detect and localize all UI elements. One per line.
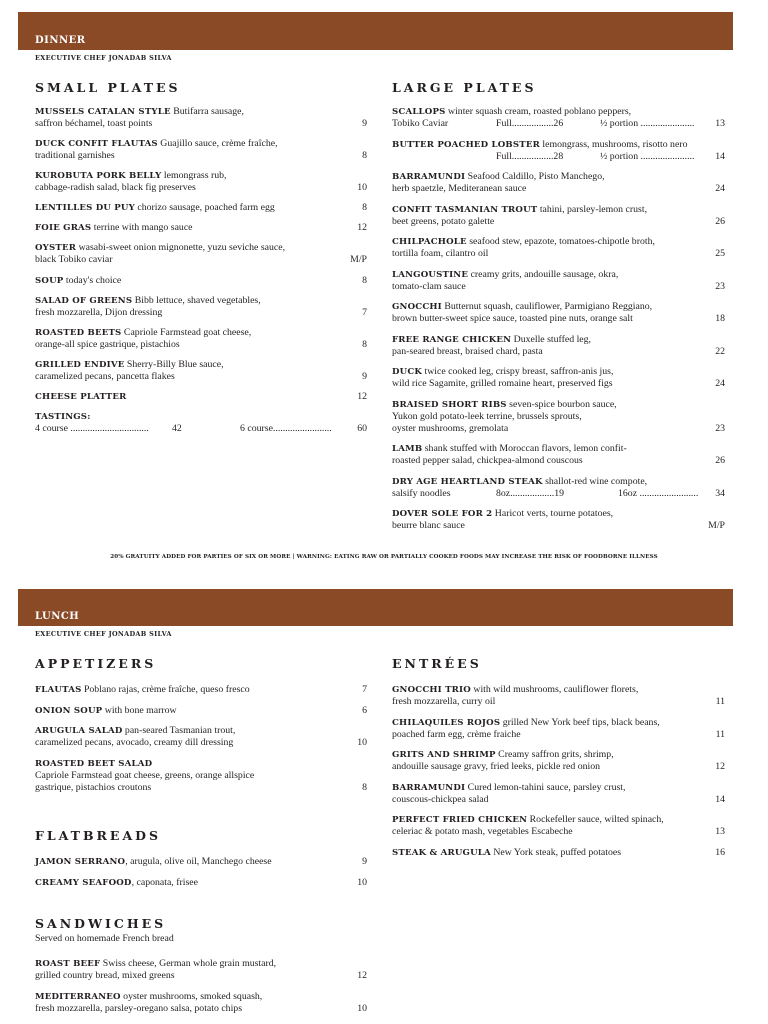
item-price: 11 [715,728,725,740]
item-line [392,847,725,859]
menu-item [35,170,367,194]
item-price: 7 [362,684,367,695]
item-description: Seafood Caldillo, Pisto Manchego, [465,171,605,182]
item-description: creamy grits, andouille sausage, okra, [468,268,619,280]
menu-item [392,106,725,130]
item-description: chorizo sausage, poached farm egg [134,202,275,214]
large-plates-title: LARGE PLATES [392,80,537,95]
item-price: 10 [357,737,367,748]
item-description: lemongrass rub, [161,170,227,182]
item-line [35,202,367,214]
item-name: KUROBUTA PORK BELLY [35,171,162,182]
menu-item [35,295,367,319]
item-line [392,236,725,248]
item-name: LAMB [392,444,423,454]
item-name: FREE RANGE CHICKEN [392,334,512,345]
item-description: pan-seared Tasmanian trout, [122,725,236,736]
steak-8oz: 8oz..................19 [496,487,565,499]
item-price: 10 [357,1003,367,1014]
flatbreads-list [35,856,367,898]
item-description: winter squash cream, roasted poblano peppers, [445,106,632,117]
lunch-chef: EXECUTIVE CHEF JONADAB SILVA [35,630,172,638]
item-name: GRITS AND SHRIMP [392,750,496,760]
item-name: CHILPACHOLE [392,237,467,247]
dinner-footnote: 20% GRATUITY ADDED FOR PARTIES OF SIX OR MORE | WARNING: EATING RAW OR PARTIALLY COOKED FOODS MAY INCREASE THE RISK OF FOODBORNE ILLNESS [110,554,658,560]
item-price: 23 [715,280,725,292]
portion-row [392,488,725,500]
item-description-line: beurre blanc sauce [392,520,465,531]
item-description-line: fresh mozzarella, Dijon dressing [35,306,163,318]
tastings-block [35,411,367,435]
item-line [392,508,725,520]
item-line [35,856,367,868]
item-name: MEDITERRANEO [35,992,121,1002]
tasting-4-price: 42 [172,423,182,435]
item-line [35,242,367,254]
menu-item [392,334,725,358]
item-description: Capriole Farmstead goat cheese, [121,326,252,338]
item-name: ROAST BEEF [35,959,101,969]
entrees-title: ENTRÉES [392,656,482,671]
item-description: Butifarra sausage, [170,106,244,117]
item-description: today's choice [63,274,122,286]
item-price: 8 [362,274,367,286]
item-line [35,138,367,150]
tasting-6-course: 6 course........................ [240,423,332,435]
menu-item [392,171,725,195]
item-price: 23 [715,422,725,434]
item-name: SALAD OF GREENS [35,295,133,306]
item-name: JAMON SERRANO [35,857,126,867]
steak-16oz-price: 34 [715,487,725,499]
item-line [35,275,367,287]
sandwiches-list [35,958,367,1024]
item-line [392,106,725,118]
item-description: Guajillo sauce, crème fraîche, [157,138,278,150]
item-description: wasabi-sweet onion mignonette, yuzu seviche sauce, [76,242,286,254]
menu-item [35,391,367,403]
appetizers-title: APPETIZERS [35,656,157,671]
item-line [392,269,725,281]
item-description-line: tomato-clam sauce [392,280,466,292]
item-description-line: wild rice Sagamite, grilled romaine heart, preserved figs [392,378,613,389]
item-description-line: Capriole Farmstead goat cheese, greens, orange allspice [35,769,255,781]
item-name: DUCK [392,367,423,377]
item-description-line: cabbage-radish salad, black fig preserves [35,182,196,194]
item-line [35,295,367,307]
menu-item [35,275,367,287]
menu-item [392,476,725,500]
portion-row [392,118,725,130]
item-description: Swiss cheese, German whole grain mustard, [100,958,277,969]
item-line [392,399,725,411]
item-price: 10 [357,182,367,194]
menu-item [35,202,367,214]
tasting-6-price: 60 [357,423,367,435]
item-description-line: gastrique, pistachios croutons [35,781,152,793]
item-name: MUSSELS CATALAN STYLE [35,107,171,117]
item-description: shank stuffed with Moroccan flavors, lemon confit- [422,443,627,454]
menu-item [392,508,725,532]
item-price: 22 [715,345,725,357]
item-description: with bone marrow [102,704,177,716]
item-name: FLAUTAS [35,685,82,695]
item-description-line: Yukon gold potato-leek terrine, brussels sprouts, [392,410,582,422]
item-name: GNOCCHI [392,302,442,312]
entrees-list [392,684,725,867]
item-name: CREAMY SEAFOOD [35,878,132,888]
item-name: LENTILLES DU PUY [35,203,135,214]
menu-item [35,958,367,982]
item-price: 18 [715,313,725,324]
item-description-line: orange-all spice gastrique, pistachios [35,338,180,350]
sandwiches-title: SANDWICHES [35,916,167,931]
item-price: 6 [362,704,367,716]
item-description: New York steak, puffed potatoes [490,846,622,858]
item-name: DUCK CONFIT FLAUTAS [35,139,158,150]
item-description-line: couscous-chickpea salad [392,793,489,805]
item-description-line: fresh mozzarella, curry oil [392,696,496,707]
item-line [35,106,367,118]
sandwiches-note: Served on homemade French bread [35,933,174,944]
item-line [392,749,725,761]
item-name: CHEESE PLATTER [35,391,127,402]
item-name: PERFECT FRIED CHICKEN [392,815,528,825]
menu-item [35,242,367,266]
menu-item [392,749,725,773]
item-price: 12 [357,970,367,981]
portion-row [392,151,725,163]
menu-item [392,269,725,293]
item-line [35,222,367,234]
item-name: ARUGULA SALAD [35,726,123,736]
item-description-line: poached farm egg, crème fraiche [392,728,521,740]
scallops-half-price: 13 [715,118,725,129]
item-line [35,170,367,182]
item-description: Poblano rajas, crème fraîche, queso fresco [81,684,250,695]
item-description: shallot-red wine compote, [542,475,648,487]
item-description: , arugula, olive oil, Manchego cheese [125,856,272,867]
item-description: , caponata, frisee [131,877,198,888]
item-price: 8 [362,202,367,214]
steak-note: salsify noodles [392,487,451,499]
item-line [392,443,725,455]
menu-item [392,717,725,741]
menu-item [392,814,725,838]
item-price: 24 [715,183,725,194]
lunch-header-band [18,589,733,626]
item-description-line: herb spaetzle, Mediteranean sauce [392,183,527,194]
small-plates-list [35,106,367,435]
tastings-title: TASTINGS: [35,412,91,423]
item-price: 26 [715,455,725,466]
menu-item [35,222,367,234]
menu-item [392,204,725,228]
item-description: grilled New York beef tips, black beans, [500,716,660,728]
menu-item [392,366,725,390]
item-price: 9 [362,118,367,129]
item-price: 9 [362,370,367,382]
item-description-line: brown butter-sweet spice sauce, toasted pine nuts, orange salt [392,313,633,324]
item-price: 7 [362,306,367,318]
item-description-line: oyster mushrooms, gremolata [392,422,509,434]
menu-item [35,138,367,162]
item-price: 10 [357,877,367,888]
item-line [35,877,367,889]
large-plates-list [392,106,725,541]
lunch-label: LUNCH [35,611,80,622]
item-description-line: saffron béchamel, toast points [35,118,153,129]
item-line [35,725,367,737]
item-line [392,171,725,183]
menu-item [35,856,367,868]
item-price: 8 [362,781,367,793]
item-line [392,814,725,826]
menu-item [392,301,725,325]
item-name: BARRAMUNDI [392,782,466,793]
item-description-line: celeriac & potato mash, vegetables Escabeche [392,826,573,837]
item-price: 13 [715,826,725,837]
item-description-line: fresh mozzarella, parsley-oregano salsa, potato chips [35,1003,243,1014]
item-name: FOIE GRAS [35,223,92,234]
item-price: 8 [362,338,367,350]
item-price: 8 [362,150,367,162]
steak-16oz: 16oz ........................ [618,487,699,499]
item-line [35,758,367,770]
item-name: SCALLOPS [392,107,446,117]
menu-item [35,705,367,717]
item-description-line: andouille sausage gravy, fried leeks, pickle red onion [392,761,601,772]
item-description-line: black Tobiko caviar [35,254,113,266]
item-price: 24 [715,378,725,389]
item-description: terrine with mango sauce [91,222,193,234]
menu-item [35,991,367,1015]
menu-item [392,236,725,260]
menu-item [392,684,725,708]
item-price: M/P [708,520,725,531]
item-name: GNOCCHI TRIO [392,685,471,695]
item-name: SOUP [35,275,64,286]
menu-item [35,725,367,749]
item-description-line: roasted pepper salad, chickpea-almond couscous [392,455,583,466]
item-description-line: caramelized pecans, avocado, creamy dill dressing [35,737,234,748]
item-name: DRY AGE HEARTLAND STEAK [392,476,543,487]
item-name: GRILLED ENDIVE [35,359,125,370]
item-line [35,684,367,696]
item-price: 14 [715,793,725,805]
menu-item [35,684,367,696]
item-name: CHILAQUILES ROJOS [392,717,501,728]
item-line [392,301,725,313]
scallops-note: Tobiko Caviar [392,118,449,129]
item-price: 16 [715,846,725,858]
item-description-line: tortilla foam, cilantro oil [392,248,489,259]
item-description: seafood stew, epazote, tomatoes-chipotle broth, [466,236,655,247]
item-description-line: caramelized pecans, pancetta flakes [35,370,175,382]
dinner-label: DINNER [35,35,86,46]
item-price: 11 [715,696,725,707]
item-line [392,684,725,696]
item-description: Sherry-Billy Blue sauce, [124,358,224,370]
item-price: 12 [715,761,725,772]
dinner-chef: EXECUTIVE CHEF JONADAB SILVA [35,54,172,62]
item-description: Rockefeller sauce, wilted spinach, [527,814,664,825]
menu-item [392,782,725,806]
item-line [35,327,367,339]
menu-item [35,327,367,351]
menu-item [392,847,725,859]
item-description-line: grilled country bread, mixed greens [35,970,175,981]
item-line [35,705,367,717]
item-name: STEAK & ARUGULA [392,847,491,858]
item-line [392,476,725,488]
item-line [35,958,367,970]
item-line [392,204,725,216]
item-name: ROASTED BEETS [35,327,122,338]
item-description: lemongrass, mushrooms, risotto nero [539,138,688,150]
item-line [35,391,367,403]
item-description-line: beet greens, potato galette [392,215,495,227]
menu-item [35,106,367,130]
item-name: DOVER SOLE FOR 2 [392,509,493,519]
small-plates-title: SMALL PLATES [35,80,181,95]
item-description: Cured lemon-tahini sauce, parsley crust, [465,781,626,793]
item-description: Haricot verts, tourne potatoes, [492,508,614,519]
item-name: BUTTER POACHED LOBSTER [392,139,540,150]
appetizers-list [35,684,367,802]
menu-item [392,399,725,435]
scallops-full: Full.................26 [496,118,564,129]
item-name: LANGOUSTINE [392,269,469,280]
item-name: BARRAMUNDI [392,172,466,182]
menu-item [35,359,367,383]
item-description-line: pan-seared breast, braised chard, pasta [392,345,543,357]
menu-item [392,139,725,163]
item-name: ROASTED BEET SALAD [35,758,153,769]
item-price: 12 [357,390,367,402]
item-description: oyster mushrooms, smoked squash, [120,991,263,1002]
menu-item [35,877,367,889]
item-line [392,717,725,729]
item-line [392,139,725,151]
menu-item [392,443,725,467]
item-description: Creamy saffron grits, shrimp, [495,749,614,760]
item-line [35,359,367,371]
menu-item [35,758,367,794]
lobster-half-price: 14 [715,150,725,162]
lobster-half: ½ portion ...................... [600,150,695,162]
tasting-4-course: 4 course ................................ [35,423,149,435]
item-name: ONION SOUP [35,705,103,716]
item-description: tahini, parsley-lemon crust, [537,203,648,215]
item-description-line: traditional garnishes [35,150,115,162]
item-line [392,782,725,794]
item-description: seven-spice bourbon sauce, [506,398,617,410]
item-name: CONFIT TASMANIAN TROUT [392,204,538,215]
item-price: 12 [357,222,367,234]
item-description: twice cooked leg, crispy breast, saffron-anis jus, [422,366,614,377]
item-name: OYSTER [35,243,77,254]
item-price: M/P [350,254,367,266]
item-line [392,366,725,378]
item-description: with wild mushrooms, cauliflower florets, [470,684,639,695]
item-price: 25 [715,248,725,259]
item-description: Duxelle stuffed leg, [511,333,591,345]
flatbreads-title: FLATBREADS [35,828,162,843]
item-description: Butternut squash, cauliflower, Parmigiano Reggiano, [441,301,653,312]
lobster-full: Full.................28 [496,150,564,162]
dinner-header-band [18,12,733,50]
item-price: 9 [362,856,367,867]
item-name: BRAISED SHORT RIBS [392,399,507,410]
item-line [35,991,367,1003]
item-price: 26 [715,215,725,227]
tastings-row [35,423,367,435]
scallops-half: ½ portion ...................... [600,118,695,129]
item-description: Bibb lettuce, shaved vegetables, [132,294,261,306]
item-line [392,334,725,346]
